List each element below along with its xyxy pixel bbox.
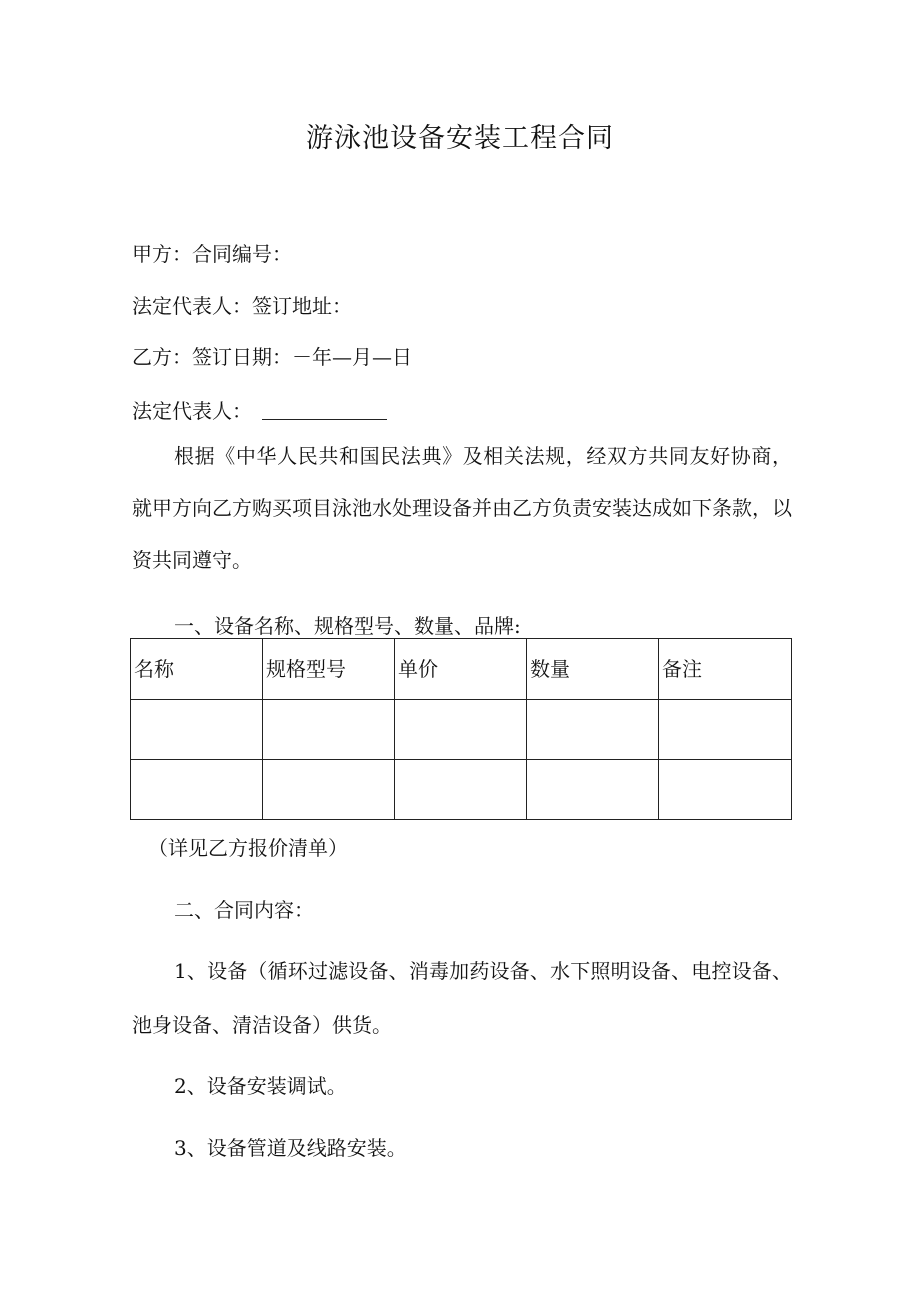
signature-blank <box>262 401 387 420</box>
section-1-heading: 一、设备名称、规格型号、数量、品牌: <box>174 614 521 638</box>
table-row <box>131 700 792 760</box>
table-cell <box>131 760 263 820</box>
table-note: （详见乙方报价清单） <box>148 836 348 860</box>
contract-title: 游泳池设备安装工程合同 <box>306 123 614 154</box>
table-header-cell: 数量 <box>527 639 659 700</box>
table-cell <box>263 760 395 820</box>
party-b-line: 乙方：签订日期：－年—月—日 <box>132 345 412 369</box>
contract-item-1: 1、设备（循环过滤设备、消毒加药设备、水下照明设备、电控设备、池身设备、清洁设备）供货。 <box>132 959 792 1037</box>
table-cell <box>131 700 263 760</box>
party-a-line: 甲方：合同编号： <box>132 242 292 266</box>
table-cell <box>659 700 792 760</box>
contract-item-2: 2、设备安装调试。 <box>174 1074 347 1098</box>
intro-paragraph: 根据《中华人民共和国民法典》及相关法规，经双方共同友好协商，就甲方向乙方购买项目泳池水处理设备并由乙方负责安装达成如下条款，以资共同遵守。 <box>132 444 792 572</box>
table-header-row <box>131 639 792 700</box>
equipment-table <box>130 638 792 820</box>
table-header-cell: 备注 <box>659 639 792 700</box>
table-header-cell: 规格型号 <box>263 639 395 700</box>
section-2-heading: 二、合同内容： <box>174 898 314 922</box>
table-cell <box>527 700 659 760</box>
table-header-cell: 单价 <box>395 639 527 700</box>
table-cell <box>395 760 527 820</box>
legal-rep-line-2 <box>132 397 387 425</box>
legal-rep-line-1: 法定代表人：签订地址： <box>132 294 352 318</box>
table-row <box>131 760 792 820</box>
table-cell <box>263 700 395 760</box>
legal-rep-label: 法定代表人： <box>132 399 252 423</box>
table-cell <box>527 760 659 820</box>
table-cell <box>395 700 527 760</box>
contract-item-3: 3、设备管道及线路安装。 <box>174 1136 407 1160</box>
table-cell <box>659 760 792 820</box>
table-header-cell: 名称 <box>131 639 263 700</box>
